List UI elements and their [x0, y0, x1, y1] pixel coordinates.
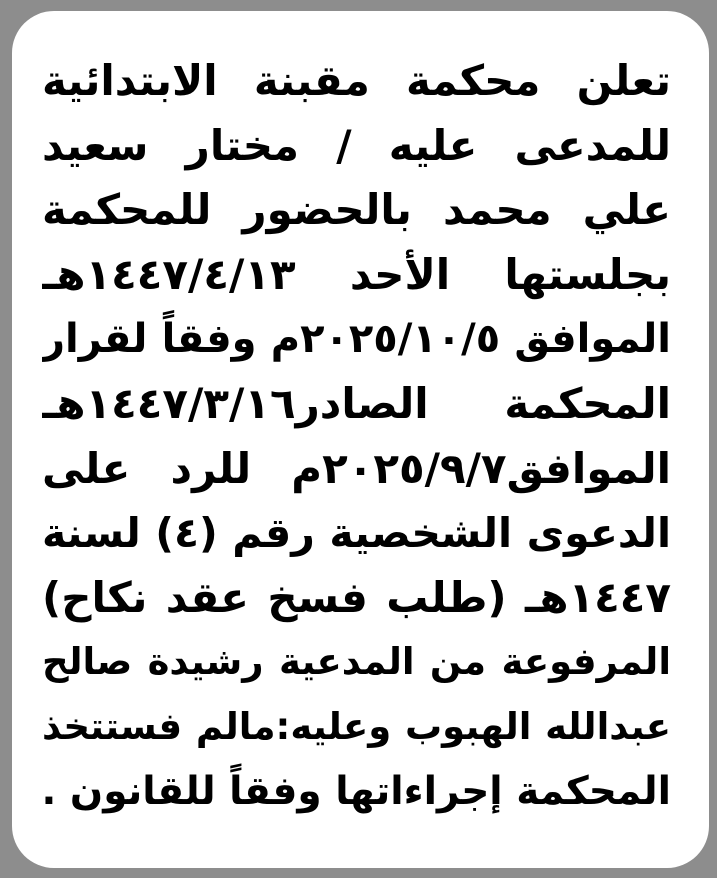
notice-card [12, 11, 709, 868]
notice-line-3: علي محمد بالحضور للمحكمة [42, 185, 671, 235]
notice-line-2: للمدعى عليه / مختار سعيد [42, 120, 671, 170]
notice-line-1: تعلن محكمة مقبنة الابتدائية [42, 56, 671, 105]
notice-line-12: المحكمة إجراءاتها وفقاً للقانون . [42, 768, 671, 814]
notice-line-4: بجلستها الأحد ١٤٤٧/٤/١٣هـ [42, 249, 671, 299]
notice-line-5: الموافق ٢٠٢٥/١٠/٥م وفقاً لقرار [42, 316, 671, 363]
notice-line-7: الموافق٢٠٢٥/٩/٧م للرد على [42, 443, 671, 493]
notice-line-10: المرفوعة من المدعية رشيدة صالح [42, 640, 671, 684]
court-notice-text [42, 49, 671, 824]
notice-line-9: ١٤٤٧هـ (طلب فسخ عقد نكاح) [42, 572, 671, 622]
notice-line-11: عبدالله الهبوب وعليه:مالم فستتخذ [42, 704, 671, 748]
notice-line-8: الدعوى الشخصية رقم (٤) لسنة [42, 509, 671, 558]
notice-line-6: المحكمة الصادر١٤٤٧/٣/١٦هـ [42, 378, 671, 428]
